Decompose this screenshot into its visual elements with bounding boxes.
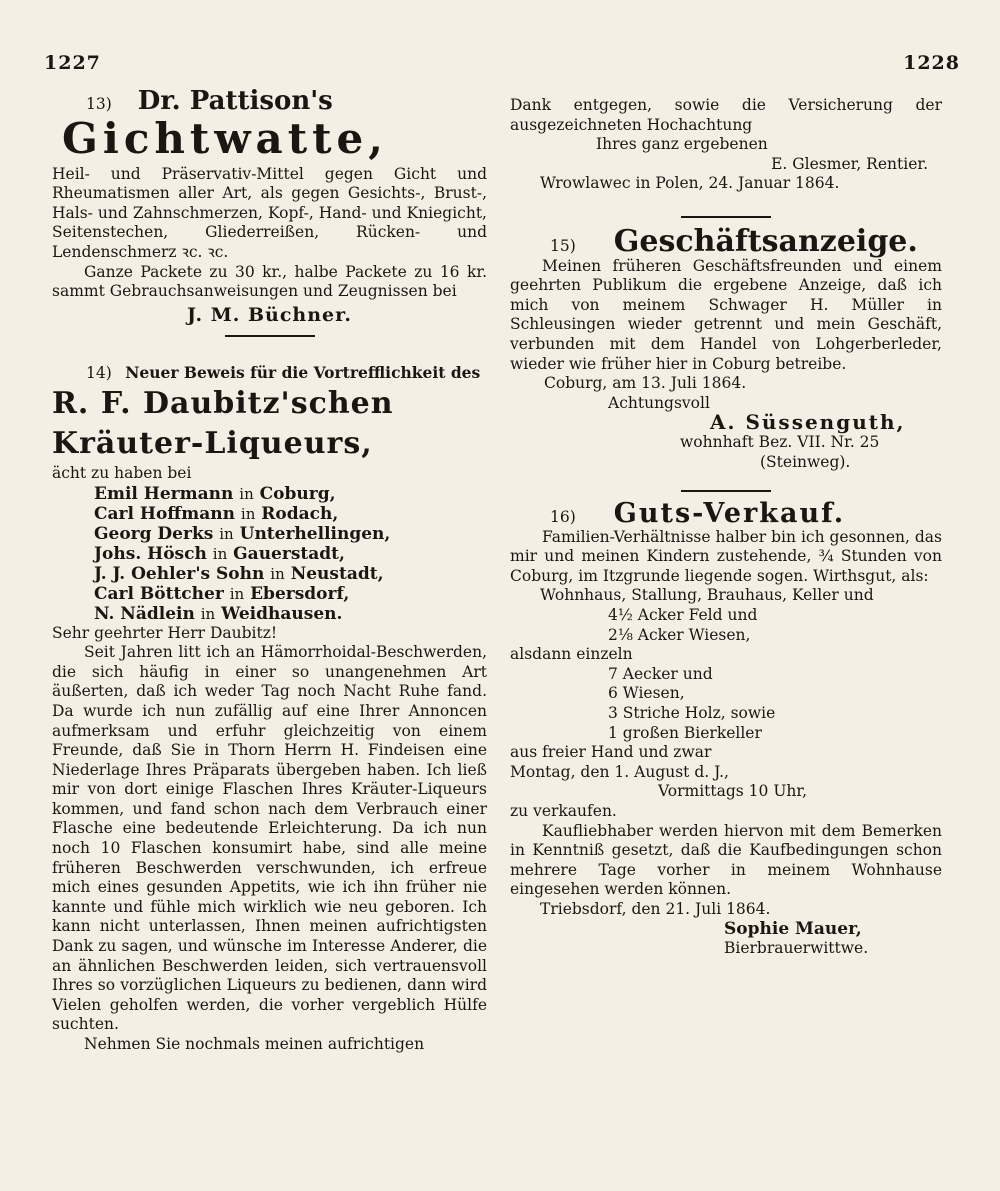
ad-seller: J. M. Büchner. [186, 303, 353, 326]
sale-date: Montag, den 1. August d. J., [510, 762, 729, 781]
seller-entry: Carl Hoffmann in Rodach, [94, 503, 339, 524]
list-item: 6 Wiesen, [608, 684, 685, 703]
letter-greeting: Sehr geehrter Herr Daubitz! [52, 623, 278, 642]
ad-signer-role: Bierbrauerwittwe. [724, 939, 869, 958]
ad-sell: zu verkaufen. [510, 802, 617, 820]
list-item: 1 großen Bierkeller [608, 723, 762, 742]
seller-entry: N. Nädlein in Weidhausen. [94, 603, 343, 624]
ad-street: (Steinweg). [760, 452, 851, 471]
letter-continued: Dank entgegen, sowie die Versicherung der ausgezeichneten Hochachtung [510, 96, 942, 134]
ad-title: Dr. Pattison's [137, 86, 333, 116]
ad-13 [52, 86, 487, 326]
ad-title: R. F. Daubitz'schen Kräuter-Liqueurs, [52, 385, 394, 461]
seller-entry: Carl Böttcher in Ebersdorf, [94, 583, 350, 604]
list-item: 7 Aecker und [608, 664, 713, 683]
ad-intro: Neuer Beweis für die Vortrefflichkeit des [125, 363, 481, 383]
ad-sale: aus freier Hand und zwar [510, 743, 712, 762]
ad-body: Meinen früheren Geschäftsfreunden und einem geehrten Publikum die ergebene Anzeige, daß ich mich von meinem Schwager H. Müller in Schleusingen wieder getrennt und mein Geschäft, verbunden mit dem Handel von Lohgerberleder, wieder wie früher hier in Coburg betreibe. [510, 256, 942, 373]
ad-body: Heil- und Präservativ-Mittel gegen Gicht und Rheumatismen aller Art, als gegen Gesichts-, Brust-, Hals- und Zahnschmerzen, Kopf-, Hand- und Kniegicht, Seitenstechen, Gliederreißen, Rücken- und Lendenschmerz ꝛc. ꝛc. [52, 164, 487, 261]
ad-place-date: Triebsdorf, den 21. Juli 1864. [540, 899, 771, 918]
right-column [510, 92, 942, 959]
letter-place-date: Wrowlawec in Polen, 24. Januar 1864. [540, 174, 840, 193]
seller-entry: J. J. Oehler's Sohn in Neustadt, [94, 563, 384, 584]
seller-entry: Johs. Hösch in Gauerstadt, [94, 543, 345, 564]
list-item: 4½ Acker Feld und [608, 606, 758, 625]
sale-time: Vormittags 10 Uhr, [658, 782, 807, 801]
ad-headline: Gichtwatte, [62, 113, 388, 163]
list-item: Wohnhaus, Stallung, Brauhaus, Keller und [540, 586, 874, 605]
ad-14 [52, 363, 487, 1054]
seller-list [94, 484, 487, 624]
ad-then: alsdann einzeln [510, 645, 633, 664]
property-list-single [608, 665, 942, 743]
divider [681, 490, 771, 492]
letter-closing: Ihres ganz ergebenen [596, 135, 768, 154]
ad-date: Coburg, am 13. Juli 1864. [544, 374, 747, 393]
ad-number: 16) [550, 508, 576, 527]
left-column [52, 86, 487, 1055]
divider [681, 216, 771, 218]
ad-signature: A. Süssenguth, [710, 410, 906, 435]
letter-signature: E. Glesmer, Rentier. [771, 154, 928, 173]
ad-price: Ganze Packete zu 30 kr., halbe Packete zu 16 kr. sammt Gebrauchsanweisungen und Zeugnissen bei [52, 262, 487, 301]
letter-body: Seit Jahren litt ich an Hämorrhoidal-Beschwerden, die sich häufig in einer so unangenehmen Art äußerten, daß ich weder Tag noch Nacht Ruhe fand. Da wurde ich nun zufällig auf eine Ihrer Annoncen aufmerksam und erfuhr gleichzeitig von einem Freunde, daß Sie in Thorn Herrn H. Findeisen eine Niederlage Ihres Präparats übergeben haben. Ich ließ mir von dort einige Flaschen Ihres Kräuter-Liqueurs kommen, und fand schon nach dem Verbrauch einer Flasche eine bedeutende Erleichterung. Da ich nun noch 10 Flaschen konsumirt habe, sind alle meine früheren Beschwerden verschwunden, ich erfreue mich eines gesunden Appetits, wie ich ihn früher nie kannte und fühle mich wirklich wie neu geboren. Ich kann nicht unterlassen, Ihnen meinen aufrichtigsten Dank zu sagen, und wünsche im Interesse Anderer, die an ähnlichen Beschwerden leiden, sich vertrauensvoll Ihres so vorzüglichen Liqueurs zu bedienen, dann wird Vielen geholfen werden, die vorher vergeblich Hülfe suchten. [52, 643, 487, 1034]
page-number-right: 1228 [903, 52, 960, 74]
ad-number: 15) [550, 236, 576, 255]
list-item: 3 Striche Holz, sowie [608, 704, 776, 723]
ad-respect: Achtungsvoll [608, 393, 710, 412]
page-number-left: 1227 [44, 52, 101, 74]
ad-15 [510, 223, 942, 472]
ad-title: Geschäftsanzeige. [613, 223, 918, 259]
ad-14-continued [510, 96, 942, 194]
letter-end: Nehmen Sie nochmals meinen aufrichtigen [84, 1035, 425, 1053]
ad-address: wohnhaft Bez. VII. Nr. 25 [680, 432, 880, 451]
divider [225, 335, 315, 337]
seller-entry: Emil Hermann in Coburg, [94, 483, 336, 504]
property-list [540, 586, 942, 645]
ad-title: Guts-Verkauf. [613, 498, 846, 530]
ad-16 [510, 498, 942, 959]
ad-number: 13) [86, 95, 112, 113]
ad-number: 14) [86, 364, 112, 383]
list-item: 2⅛ Acker Wiesen, [608, 625, 751, 644]
seller-entry: Georg Derks in Unterhellingen, [94, 523, 391, 544]
ad-body: Familien-Verhältnisse halber bin ich gesonnen, das mir und meinen Kindern zustehende, ¾ Stunden von Coburg, im Itzgrunde liegende sogen. Wirthsgut, als: [510, 527, 942, 585]
ad-note: Kaufliebhaber werden hiervon mit dem Bemerken in Kenntniß gesetzt, daß die Kaufbedingungen schon mehrere Tage vorher in meinem Wohnhause eingesehen werden können. [510, 821, 942, 899]
ad-availability: ächt zu haben bei [52, 463, 192, 482]
ad-signer: Sophie Mauer, [724, 918, 862, 939]
